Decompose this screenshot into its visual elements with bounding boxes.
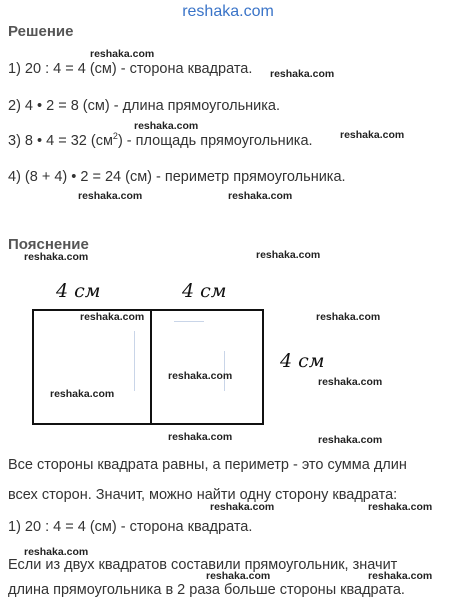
watermark: reshaka.com bbox=[256, 249, 321, 261]
watermark: reshaka.com bbox=[228, 190, 293, 202]
watermark: reshaka.com bbox=[340, 129, 405, 141]
explanation-heading: Пояснение bbox=[8, 236, 89, 253]
watermark: reshaka.com bbox=[318, 434, 383, 446]
watermark: reshaka.com bbox=[270, 68, 335, 80]
solution-step-4: 4) (8 + 4) • 2 = 24 (см) - периметр прямоугольника. bbox=[8, 169, 346, 185]
solution-step-3-text: 3) 8 • 4 = 32 (см bbox=[8, 132, 113, 149]
explanation-line-2: всех сторон. Значит, можно найти одну сторону квадрата: bbox=[8, 487, 398, 503]
solution-step-3-exponent: 2 bbox=[112, 131, 118, 141]
label-square-2-side: 4 см bbox=[182, 280, 227, 302]
watermark: reshaka.com bbox=[316, 311, 381, 323]
site-name[interactable]: reshaka.com bbox=[182, 3, 274, 20]
solution-step-1: 1) 20 : 4 = 4 (см) - сторона квадрата. bbox=[8, 61, 253, 77]
watermark: reshaka.com bbox=[50, 388, 115, 400]
watermark: reshaka.com bbox=[318, 376, 383, 388]
watermark: reshaka.com bbox=[90, 48, 155, 60]
watermark: reshaka.com bbox=[368, 501, 433, 513]
watermark: reshaka.com bbox=[168, 431, 233, 443]
watermark: reshaka.com bbox=[78, 190, 143, 202]
watermark: reshaka.com bbox=[368, 570, 433, 582]
explanation-line-5: длина прямоугольника в 2 раза больше стороны квадрата. bbox=[8, 582, 405, 598]
watermark: reshaka.com bbox=[134, 120, 199, 132]
solution-step-3-tail: ) - площадь прямоугольника. bbox=[117, 132, 313, 149]
watermark: reshaka.com bbox=[168, 370, 233, 382]
explanation-line-1: Все стороны квадрата равны, а периметр - это сумма длин bbox=[8, 457, 407, 473]
label-square-1-side: 4 см bbox=[56, 280, 101, 302]
watermark: reshaka.com bbox=[206, 570, 271, 582]
watermark: reshaka.com bbox=[210, 501, 275, 513]
faint-grid-line bbox=[174, 321, 204, 322]
label-rectangle-height: 4 см bbox=[280, 350, 325, 372]
watermark: reshaka.com bbox=[80, 311, 145, 323]
faint-grid-line bbox=[134, 331, 135, 391]
solution-step-3 bbox=[8, 131, 313, 149]
solution-step-2: 2) 4 • 2 = 8 (см) - длина прямоугольника. bbox=[8, 98, 281, 114]
explanation-line-4: Если из двух квадратов составили прямоугольник, значит bbox=[8, 557, 398, 573]
watermark: reshaka.com bbox=[24, 251, 89, 263]
explanation-line-3: 1) 20 : 4 = 4 (см) - сторона квадрата. bbox=[8, 519, 253, 535]
watermark: reshaka.com bbox=[24, 546, 89, 558]
rectangle-figure bbox=[32, 309, 264, 425]
solution-heading: Решение bbox=[8, 23, 74, 40]
square-divider bbox=[150, 311, 152, 423]
